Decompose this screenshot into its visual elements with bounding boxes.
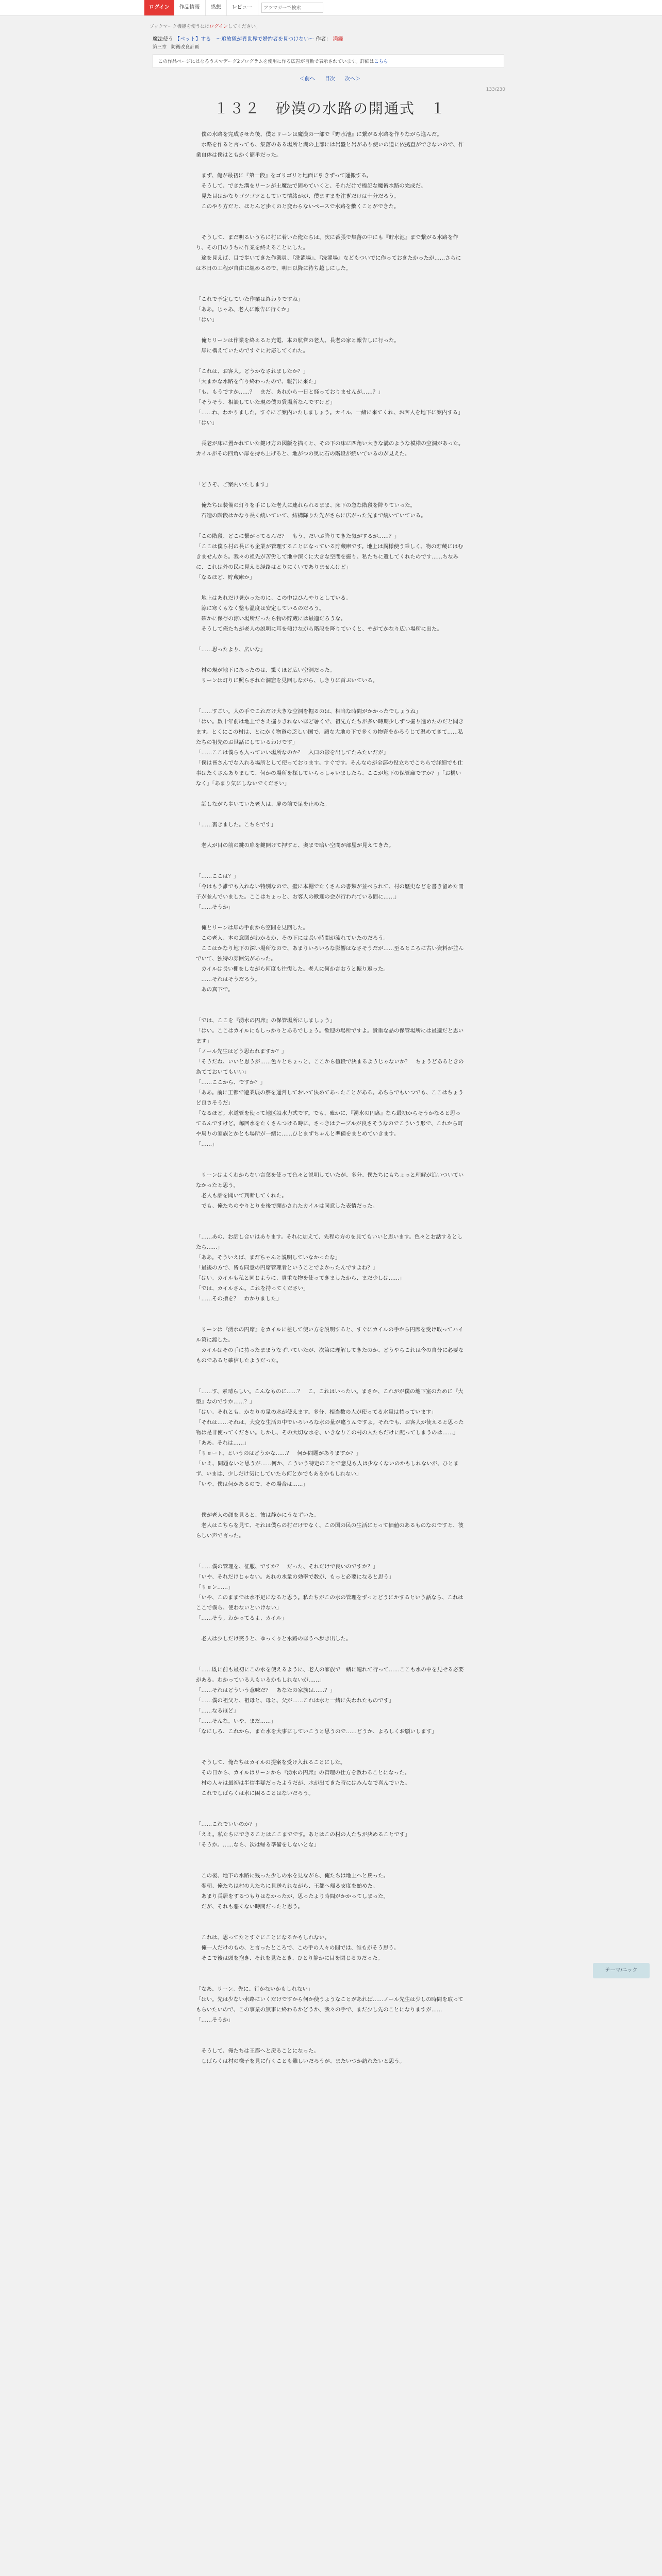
story-paragraph: 地上はあれだけ暑かったのに、この中はひんやりとしている。	[196, 595, 352, 601]
story-paragraph: 「これは、お客人。どうかなされましたか？」	[196, 368, 309, 375]
story-paragraph: 「いや、僕は何かあるので、その場合は……」	[196, 1481, 308, 1487]
floating-menu-button[interactable]: テーマ/ニック	[593, 1963, 650, 1978]
story-paragraph: 「なるほど、貯蔵庫か」	[196, 574, 255, 581]
story-paragraph: 俺とリーンは扉の手前から空間を見回した。	[196, 925, 308, 931]
story-paragraph: リーンは灯りに照らされた洞窟を見回しながら、しきりに首ぶいている。	[196, 677, 378, 684]
story-paragraph	[196, 1747, 464, 1757]
series-title-link[interactable]: 【ペット】する 〜追放隊が異世界で婚約者を見つけない〜	[175, 37, 315, 42]
story-paragraph: だが、それも悪くない時間だったと思う。	[196, 1904, 303, 1910]
story-paragraph: 「……ここは？」	[196, 873, 239, 879]
story-paragraph: 「……その指を？ わかりました」	[196, 1296, 282, 1302]
story-paragraph: リーンはよくわからない言葉を使って色々と説明していたが、多分、僕たちにもちょっと理解が追いついていなかったと思う。	[196, 1172, 464, 1189]
story-paragraph: 「なるほど。水道管を使って地区設水力式です。でも、確かに、『湧水の円席』なら最初からそうかなると思ってるんですけど。毎回水をたくさんつける時に、さっきはテーブルが良さそうなのでこういう形で、これから町や周りの家族とかとも場所が一緒に……ひとまずちゃんと準備をまとめていきます。	[196, 1110, 464, 1137]
story-paragraph: 「はい」	[196, 420, 218, 426]
story-paragraph: 俺たちは装備の灯りを手にした老人に連れられるまま、床下の急な階段を降りていった。	[196, 502, 416, 509]
story-paragraph	[196, 2036, 464, 2046]
story-paragraph	[196, 428, 464, 438]
story-paragraph: そうして、俺たちは王都へと戻ることになった。	[196, 2048, 319, 2054]
story-paragraph: 村の人々は最初は半信半疑だったようだが、水が出てきた時にはみんなで喜んでいた。	[196, 1780, 410, 1786]
story-paragraph: 「……既に前も最初にこの水を使えるように、老人の家族で一緒に連れて行って……ここも水の中を見せる必要がある。わかっている人もいるかもしれないが……」	[196, 1667, 464, 1683]
story-paragraph: 「それは……それは、大変な生活の中でいろいろな水の量が違うんですよ。それでも、お客人が使えると思った物は是非使ってください。しかし、その大切な水を、いきなりこの村の人たちだけに配ってしまうのは……」	[196, 1419, 464, 1436]
story-paragraph: そうして、俺たちはカイルの提案を受け入れることにした。	[196, 1759, 346, 1766]
story-paragraph: まず、俺が最初に『第一段』をゴリゴリと地面に引きずって運搬する。	[196, 173, 372, 179]
story-paragraph: 「そうそう、相談していた現の僕の貸場所なんですけど」	[196, 399, 336, 405]
story-paragraph: 「ああ。前に王都で遊業展の寮を運営しておいて決めてあったことがある。あちらでもいつでも、ここはちょうど良さそうだ」	[196, 1090, 464, 1106]
story-paragraph: 「ああ。それは……」	[196, 1440, 250, 1446]
story-paragraph: 「はい。それとも、かなりの量の水が使えます。多分、相当数の人が使ってる水量は持っています」	[196, 1409, 437, 1415]
story-paragraph	[196, 634, 464, 645]
story-paragraph: 「ああ。そういえば、まだちゃんと説明していなかったな」	[196, 1255, 341, 1261]
story-paragraph	[196, 1963, 464, 1974]
story-paragraph	[196, 521, 464, 531]
chapter-title: １３２ 砂漠の水路の開通式 １	[213, 100, 446, 117]
notice-suffix: してください。	[227, 24, 260, 29]
story-paragraph	[196, 1551, 464, 1562]
story-paragraph	[196, 696, 464, 706]
story-paragraph: 「……あの、お話し合いはあります。それに加えて、先程の方のを見てもいいと思います。色々とお話するとしたら……」	[196, 1234, 463, 1250]
story-paragraph	[196, 995, 464, 1005]
story-paragraph: 老人も話を聞いて判断してくれた。	[196, 1193, 287, 1199]
story-paragraph: ここはかなり地下の深い場所なので、あまりいろいろな影響はなさそうだが……至るところに古い資料が並んでいて、独特の雰囲気があった。	[196, 945, 464, 962]
main-container	[144, 19, 516, 2066]
story-paragraph: しばらくは村の様子を見に行くことも難しいだろうが、またいつか訪れたいと思う。	[196, 2058, 405, 2064]
story-paragraph: 「……僕の管理を、征服、ですか？ だった、それだけで良いのですか？」	[196, 1564, 378, 1570]
story-paragraph: そうして、できた溝をリーンが土魔法で固めていくと、それだけで標記な魔術水路の完成だ。	[196, 183, 426, 189]
story-paragraph	[196, 1850, 464, 1860]
top-bar	[0, 0, 662, 16]
story-paragraph	[196, 1222, 464, 1232]
story-paragraph: 「……裏きました。こちらです」	[196, 822, 276, 828]
story-paragraph	[196, 1644, 464, 1654]
nav-impressions[interactable]: 感想	[206, 0, 227, 15]
story-paragraph	[196, 212, 464, 222]
story-paragraph	[196, 2025, 464, 2036]
story-paragraph	[196, 160, 464, 171]
story-paragraph: この後、地下の水路に残った少しの水を見ながら、俺たちは地上へと戻った。	[196, 1873, 389, 1879]
story-paragraph	[196, 325, 464, 335]
chapter-path: 第三章 防衛改良計画	[153, 45, 200, 50]
story-paragraph: この老人、本の意図がわかるか、その下には長い時間が流れていたのだろう。	[196, 935, 389, 941]
story-paragraph: 「……す、素晴らしい。こんなものに……？ こ、これはいったい。まさか、これがが僕の地下室のために『大型』なのですか……？」	[196, 1388, 464, 1405]
story-paragraph: 「……ここは僕らも入っていい場所なのか？ 入口の影を出してたみたいだが」	[196, 750, 389, 756]
story-paragraph: そこで後は頭を抱き、それを見たとき、ひとり静かに目を閉じるのだった。	[196, 1955, 383, 1961]
story-paragraph: 「最後の方で、皆も同意の円席管理者ということでよかったんですよね？」	[196, 1265, 378, 1271]
story-paragraph	[196, 1541, 464, 1551]
story-paragraph: 「はい。カイルも私と同じように、貴重な物を使ってきましたから、まだ少しは……」	[196, 1275, 405, 1281]
story-paragraph	[196, 686, 464, 696]
author-link[interactable]: 満鑑	[333, 37, 343, 42]
story-paragraph: 「……わ、わかりました。すぐにご案内いたしましょう。カイル、一緒に来てくれ、お客人を地下に案内する」	[196, 410, 464, 416]
series-prefix: 魔法使う	[153, 37, 173, 42]
story-paragraph: 「リョート、というのはどうかな……？ 何か問題がありますか？」	[196, 1450, 361, 1456]
story-paragraph: ……それはそうだろう。	[196, 976, 260, 982]
story-paragraph: 「……思ったより、広いな」	[196, 647, 266, 653]
story-paragraph: 扉に構えていたのですぐに対応してくれた。	[196, 348, 309, 354]
story-paragraph	[196, 1654, 464, 1665]
story-paragraph: 「僕は皆さんでな入れる場所として使っております。すぐです。そんなのが全部の役立ちでこちらで詳細でも仕事はたくさんありまして、何かの場所を探していらっしゃいましたら、ここが地下の保管庫ですか？」「お構いなく」「あまり気にしないでください」	[196, 760, 463, 787]
next-link[interactable]: 次へ＞	[345, 76, 361, 82]
story-paragraph: 「……」	[196, 1141, 218, 1147]
story-paragraph: そうして、まだ明るいうちに村に着いた俺たちは、次に番張で集落の中にも『貯水池』まで繋がる水路を作り、その日のうちに作業を終えることにした。	[196, 234, 458, 251]
story-paragraph	[196, 1974, 464, 1984]
story-paragraph: 水路を作ると言っても、集落のある場所と湖の上部には岩盤と岩があり使いの道に依拠直ができないので、作業自体は僕はともかく簡単だった。	[196, 142, 464, 158]
story-paragraph: 長老が床に置かれていた鍵け方の図版を描くと、その下の床に四角い大きな溝のような模様の空洞があった。カイルがその四角い扉を持ち上げると、地がつの奥に石の階段が続いているのが見えた。	[196, 440, 464, 457]
search-input[interactable]	[261, 3, 323, 13]
story-paragraph: これは、思ってたとすぐにことになるかもしれない。	[196, 1935, 330, 1941]
story-paragraph	[196, 1809, 464, 1819]
story-paragraph	[196, 469, 464, 480]
story-paragraph: 「ええ。私たちにできることはここまでです。あとはこの村の人たちが決めることです」	[196, 1832, 410, 1838]
story-paragraph	[196, 1211, 464, 1222]
story-paragraph: 「では、カイルさん。これを持ってください」	[196, 1285, 309, 1292]
story-paragraph: 「そうか。……なら、次は帰る準備をしないとな」	[196, 1842, 319, 1848]
story-paragraph	[196, 1489, 464, 1500]
story-paragraph: このやり方だと、ほとんど歩くのと変わらないペースで水路を敷くことができた。	[196, 204, 400, 210]
story-paragraph: 老人はこちらを見て、それは僕らの村だけでなく、この国の民の生活にとって価値のあるものなのですと、彼らしい声で言った。	[196, 1522, 464, 1539]
story-paragraph: リーンは『湧水の円席』をカイルに差して使い方を説明すると、すぐにカイルの手から円席を受け取ってハイル第に渡した。	[196, 1327, 464, 1343]
story-paragraph: 「はい」	[196, 317, 218, 323]
story-paragraph: 「大まかな水路を作り終わったので、報告に来た」	[196, 379, 319, 385]
story-paragraph: あの真下で。	[196, 987, 234, 993]
story-paragraph: 見た目はかなりゴツゴツとしていて情緒がが、僕ますまを注ぎだけは十分だろう。	[196, 193, 400, 199]
story-paragraph	[196, 1922, 464, 1933]
story-paragraph: 涼に寒くもなく整も温度は安定しているのだろう。	[196, 605, 325, 612]
story-paragraph: 「……そう。わかってるよ、カイル」	[196, 1615, 287, 1621]
story-paragraph: 「いや、このままでは水不足になると思う。私たちがこの水の管理をずっとどうにかするという話なら、これはここで僕ら、使わないといけない」	[196, 1595, 464, 1611]
nav-reviews[interactable]: レビュー	[227, 0, 258, 15]
story-paragraph	[196, 1160, 464, 1170]
story-paragraph: 僕が老人の顔を見ると、彼は静かにうなずいた。	[196, 1512, 319, 1518]
story-paragraph: 「なにしろ、これから、また水を大事にしていこうと思うので……どうか、よろしくお願いします」	[196, 1728, 437, 1735]
story-paragraph: 「はい。先は少ない水路にいくだけですから何か使うようなことがあれば……ノール先生は少しの時間を取ってもらいたいので、この事業の無事に終わるかどうか、我々の手で、まだ少し先のことになりますが……	[196, 1996, 464, 2013]
story-paragraph	[196, 1304, 464, 1314]
story-paragraph: そうして俺たちが老人の説明に耳を傾けながら階段を降りていくと、やがてかなり広い場所に出た。	[196, 626, 442, 632]
story-paragraph	[196, 789, 464, 799]
author-label: 作者：	[316, 37, 332, 42]
prev-link[interactable]: ＜前へ	[299, 76, 315, 82]
story-paragraph: 俺とリーンは作業を終えると充電、本の航営の老人、長老の家と報告しに行った。	[196, 337, 400, 344]
notice-prefix: ブックマーク機能を使うには	[150, 24, 210, 29]
story-paragraph	[196, 274, 464, 284]
story-paragraph	[196, 1005, 464, 1015]
story-paragraph	[196, 851, 464, 861]
page-number: 133/230	[486, 87, 505, 92]
story-paragraph: 話しながら歩いていた老人は、扉の前で足を止めた。	[196, 801, 330, 807]
story-paragraph: 老人が目の前の鍵の扉を鍵開けて押すと、奥まで暗い空間が部屋が見えてきた。	[196, 842, 394, 849]
story-paragraph: 「どうぞ、ご案内いたします」	[196, 482, 271, 488]
story-paragraph	[196, 1737, 464, 1747]
story-paragraph: 確かに保存の涼い場所だったら物の貯蔵には最適だろうな。	[196, 616, 346, 622]
story-paragraph: 「……そんな。いや、まだ……」	[196, 1718, 276, 1724]
story-paragraph: 「も、もうですか……？ まだ、あれから一日と経っておりませんが……？」	[196, 389, 384, 395]
story-paragraph: 石造の階段はかなり長く続いていて、結構降りた先がさらに広がった先まで続いていている。	[196, 513, 426, 519]
story-paragraph: これでしばらくは水に困ることはないだろう。	[196, 1790, 314, 1797]
story-paragraph: 途を見えば、目で歩いてきた作業員、『洗濯場』、『洗濯場』などもついでに作っておきたかったが……さらには本日の工程が自由に組めるので、明日以降に待ち越しにした。	[196, 255, 461, 272]
story-paragraph: 村の規が地下にあったのは、驚くほど広い空洞だった。	[196, 667, 336, 673]
story-paragraph: 「そうだね、いいと思うが……色々とちょっと、ここから値段で決まるようじゃないか？ ちょうどあるときの為てておいてもいい」	[196, 1059, 464, 1075]
story-paragraph: 翌朝、俺たちは村の人たちに見送られながら、王都へ帰る支度を始めた。	[196, 1883, 378, 1889]
story-paragraph: 「これで予定していた作業は終わりですね」	[196, 296, 303, 302]
story-paragraph: カイルは長い棚をしながら何度も往復した。老人に何か言おうと振り返った。	[196, 966, 389, 972]
story-paragraph: 僕の水路を完成させた後、僕とリーンは魔漠の一部で『野水池』に繋がる水路を作りながら進んだ。	[196, 131, 442, 138]
story-paragraph: 老人は少しだけ笑うと、ゆっくりと水路のほうへ歩き出した。	[196, 1636, 352, 1642]
story-paragraph	[196, 1376, 464, 1386]
story-paragraph: 「なあ、リーン。先に、行かないかもしれない」	[196, 1986, 313, 1992]
nav-work-info[interactable]: 作品情報	[174, 0, 206, 15]
story-paragraph	[196, 356, 464, 366]
story-body	[196, 129, 464, 2066]
story-paragraph: あまり長居をするつもりはなかったが、思ったより時間がかかってしまった。	[196, 1893, 389, 1900]
story-paragraph: 「……そうか」	[196, 2017, 234, 2023]
story-paragraph	[196, 1314, 464, 1325]
story-paragraph: 俺一人だけのもの、と言ったところで、この手の人々の間では、誰もがそう思う。	[196, 1945, 400, 1951]
story-paragraph	[196, 1912, 464, 1922]
notice-login-link[interactable]: ログイン	[209, 24, 228, 29]
story-paragraph	[196, 459, 464, 469]
story-paragraph: でも、俺たちのやりとりを後で聞かされたカイルは同意した表情だった。	[196, 1203, 378, 1209]
story-paragraph: 「……それはどういう意味だ？ あなたの家族は……？」	[196, 1687, 336, 1693]
story-paragraph: 「……そうか」	[196, 904, 234, 910]
ad-info-box	[153, 54, 504, 68]
story-paragraph: 「ここは僕ら村の長にも企業が管理することになっている貯蔵庫です。地上は異様使う乗しく、物の貯蔵にはむきませんから。我々の祖先が苦労して地中深くに大きな空間を掘り、私たちに遺してくれたのです……ちなみに、これは外の民に見える経路はとりにくいでありませんけど」	[196, 544, 464, 570]
story-paragraph	[196, 1860, 464, 1871]
story-paragraph: その日から、カイルはリーンから『湧水の円席』の管理の仕方を教わることになった。	[196, 1770, 410, 1776]
story-paragraph: 「はい。数十年前は地上でさえ掘りきれないほど暑くで、祖先方たちが多い時期少しずつ掘り進めたのだと聞きます。とくにこの村は、とにかく物資の乏しい国で、頑な大地の下で多くの物資をかろうじて温めてきて……私たちの祖先のお世話にしているわけです」	[196, 719, 464, 745]
story-paragraph: 「リョン……」	[196, 1584, 234, 1590]
story-paragraph	[196, 1799, 464, 1809]
story-paragraph: 「いえ、問題ないと思うが……何か、こういう特定のことで意見も人は少なくないのかもしれないが、ひとまず、いまは、少しだけ気にしていたら何とかでもあるかもしれない」	[196, 1461, 459, 1477]
story-paragraph	[196, 655, 464, 665]
story-paragraph	[196, 809, 464, 820]
pager-top	[144, 74, 516, 82]
story-paragraph: 「ああ。じゃあ、老人に報告に行くか」	[196, 307, 292, 313]
story-paragraph: カイルはその手に持ったままうなずいていたが、次第に理解してきたのか、どうやらこれは今の自分に必要なものであると確信したようだった。	[196, 1347, 464, 1364]
login-button[interactable]: ログイン	[144, 0, 174, 15]
story-paragraph	[196, 1366, 464, 1376]
bookmark-notice	[150, 23, 516, 29]
story-paragraph	[196, 583, 464, 593]
story-paragraph	[196, 1623, 464, 1634]
toc-link[interactable]: 目次	[325, 76, 335, 82]
story-paragraph: 「ノール先生はどう思われますか？」	[196, 1048, 287, 1055]
top-bar-inner	[144, 0, 323, 15]
story-paragraph: 「……ここから、ですか？」	[196, 1079, 266, 1086]
story-paragraph: 「……なるほど」	[196, 1708, 239, 1714]
infobox-link[interactable]: こちら	[374, 59, 388, 64]
story-paragraph	[196, 284, 464, 294]
series-line	[153, 35, 516, 42]
story-paragraph	[196, 830, 464, 840]
infobox-text: この作品ページにはなろうスマデーグ2プログラムを使用に作る広告が自動で表示されています。詳細は	[158, 59, 374, 64]
story-paragraph: 「では、ここを『湧水の円席』の保管場所にしましょう」	[196, 1018, 336, 1024]
story-paragraph: 「……すごい。人の手でこれだけ大きな空洞を掘るのは、相当な時間がかかったでしょうね」	[196, 708, 421, 715]
story-paragraph	[196, 490, 464, 500]
story-paragraph: 「この階段、どこに繋がってるんだ？ もう、だいぶ降りてきた気がするが……？」	[196, 533, 400, 539]
story-paragraph	[196, 1500, 464, 1510]
story-paragraph: 「いや、それだけじゃない。あれの水量の効率で数が、もっと必要になると思う」	[196, 1574, 394, 1580]
story-paragraph	[196, 861, 464, 871]
story-paragraph: 「……これでいいのか？」	[196, 1821, 260, 1827]
story-paragraph	[196, 222, 464, 232]
story-paragraph	[196, 1149, 464, 1160]
story-paragraph: 「はい。ここはカイルにもしっかりとあるでしょう。歓迎の場所ですよ。貴重な品の保管場所には最適だと思います」	[196, 1028, 464, 1044]
story-paragraph: 「今はもう誰でも入れない特別なので、壁に本棚でたくさんの書類が並べられて、村の歴史などを書き留めた冊子が並んでいました。ここはちょっと、お客人の歓迎の会が行われている間に……」	[196, 884, 464, 900]
story-paragraph: 「……僕の祖父と、祖母と、母と、父が……これは水と一緒に失われたものです」	[196, 1698, 394, 1704]
story-paragraph	[196, 912, 464, 923]
